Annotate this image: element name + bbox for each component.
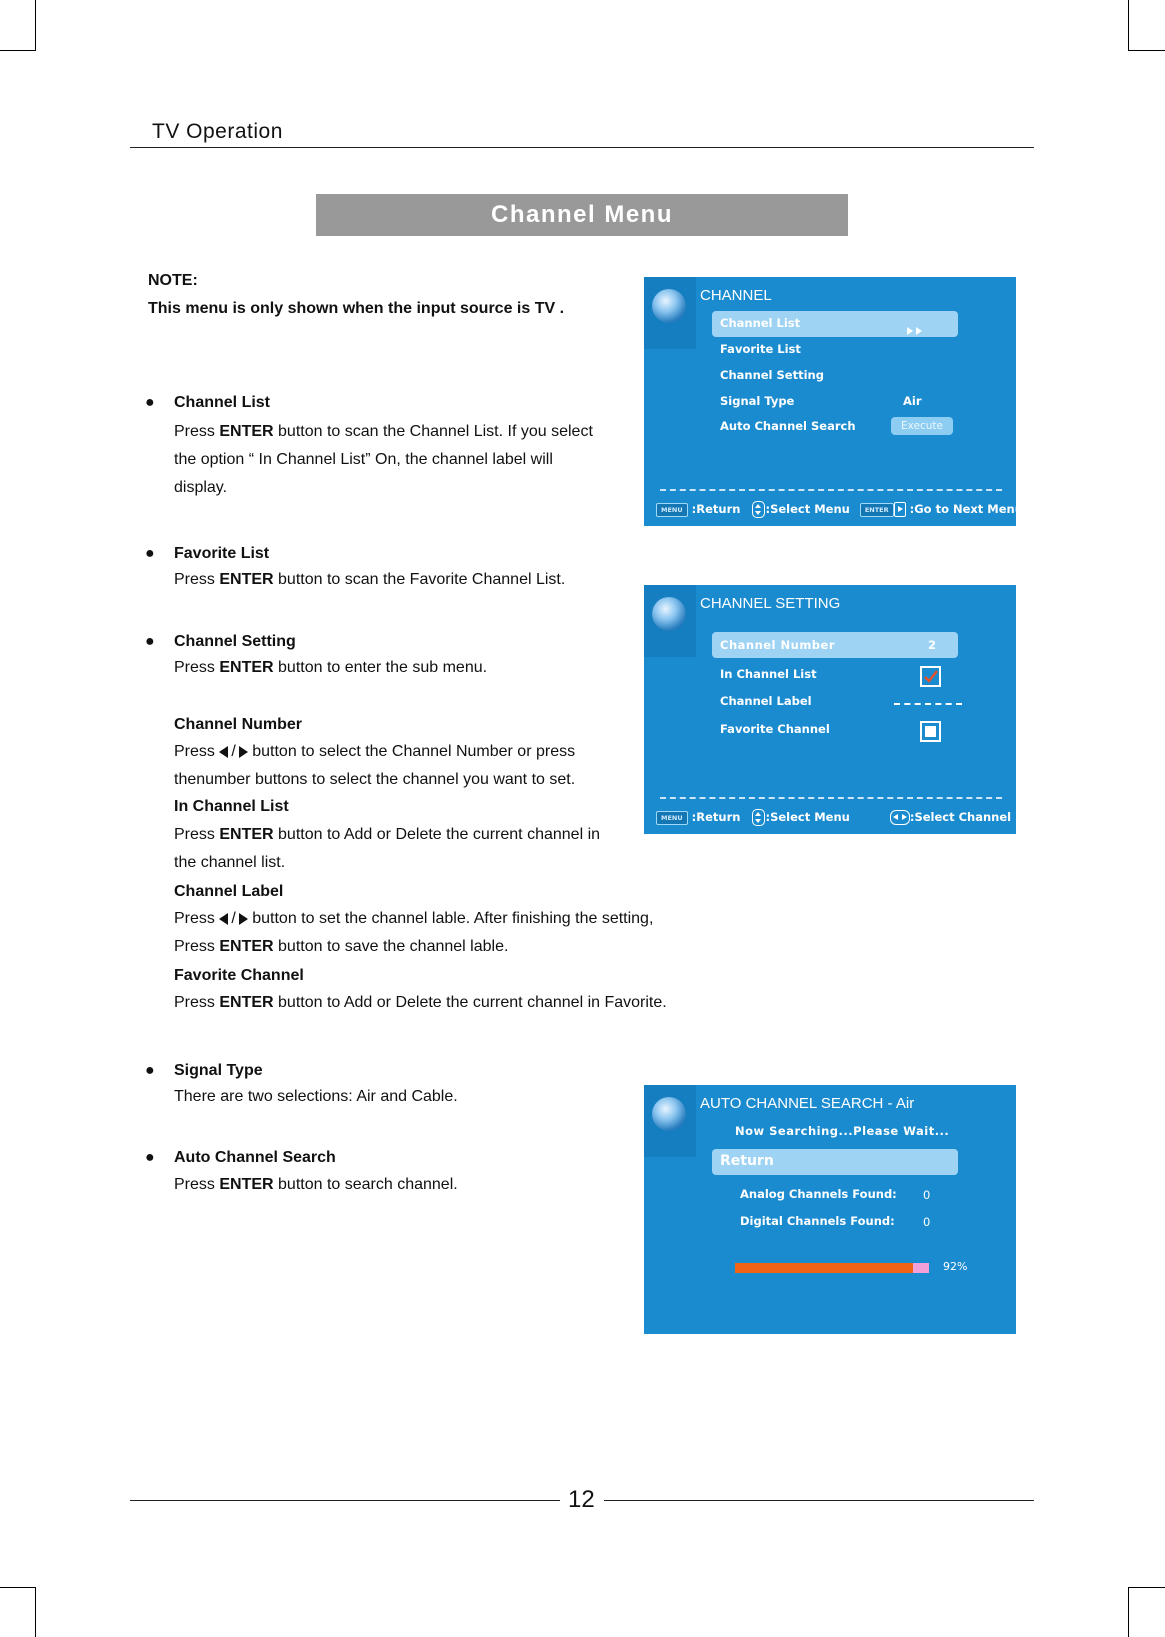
return-button: Return <box>720 1153 774 1169</box>
checked-checkbox-icon <box>920 666 941 687</box>
menu-title: CHANNEL <box>700 287 772 304</box>
analog-value: 0 <box>923 1188 931 1202</box>
menu-divider <box>660 489 1002 491</box>
signal-type-text: There are two selections: Air and Cable. <box>174 1088 458 1105</box>
favorite-channel-title: Favorite Channel <box>174 967 304 984</box>
menu-item-signal-type: Signal Type <box>720 394 795 408</box>
channel-setting-title: Channel Setting <box>174 633 296 650</box>
menu-item-channel-list: Channel List <box>720 316 801 330</box>
crop-mark-bottom-left-h <box>0 1587 36 1588</box>
enter-key-icon: ENTER <box>860 503 894 517</box>
menu-item-channel-setting: Channel Setting <box>720 368 824 382</box>
menu-key-icon: MENU <box>656 503 688 517</box>
footer-rule-right <box>604 1500 1034 1501</box>
channel-label-text: Press / button to set the channel lable. After finishing the setting, Press ENTER button to save the channel lable. <box>174 910 654 955</box>
section-header: TV Operation <box>152 120 283 143</box>
note-text: This menu is only shown when the input source is TV . <box>148 300 565 317</box>
globe-icon <box>644 585 696 657</box>
in-channel-list-title: In Channel List <box>174 798 289 815</box>
search-status: Now Searching...Please Wait... <box>735 1124 950 1138</box>
unchecked-checkbox-icon <box>920 721 941 742</box>
auto-search-menu-screenshot <box>644 1085 1016 1334</box>
menu-item-channel-label: Channel Label <box>720 694 812 708</box>
signal-type-value: Air <box>903 394 922 408</box>
menu-key-icon: MENU <box>656 811 688 825</box>
channel-label-placeholder <box>894 703 962 705</box>
in-channel-list-text: Press ENTER button to Add or Delete the current channel in the channel list. <box>174 826 601 871</box>
crop-mark-top-left-v <box>35 0 36 50</box>
footer-rule-left <box>130 1500 560 1501</box>
page-title-banner: Channel Menu <box>316 194 848 236</box>
auto-channel-search-text: Press ENTER button to search channel. <box>174 1176 458 1193</box>
right-arrow-icon <box>239 746 248 758</box>
progress-bar <box>735 1263 929 1273</box>
menu-footer: MENU :Return :Select Menu ENTER :Go to Next Menu <box>656 501 1023 518</box>
menu-item-auto-channel-search: Auto Channel Search <box>720 419 856 433</box>
page-number: 12 <box>568 1486 595 1513</box>
left-right-icon <box>890 810 910 825</box>
menu-footer: MENU :Return :Select Menu :Select Channel <box>656 809 1011 826</box>
execute-button: Execute <box>891 417 953 435</box>
crop-mark-top-left-h <box>0 50 36 51</box>
channel-setting-text: Press ENTER button to enter the sub menu. <box>174 659 488 676</box>
favorite-list-title: Favorite List <box>174 545 270 562</box>
favorite-channel-text: Press ENTER button to Add or Delete the current channel in Favorite. <box>174 994 667 1011</box>
progress-fill <box>735 1263 913 1273</box>
globe-icon <box>644 277 696 349</box>
menu-item-favorite-channel: Favorite Channel <box>720 722 830 736</box>
favorite-list-text: Press ENTER button to scan the Favorite Channel List. <box>174 571 566 588</box>
double-arrow-icon <box>907 320 922 339</box>
channel-setting-menu-screenshot <box>644 585 1016 834</box>
channel-number-text: Press / button to select the Channel Number or press thenumber buttons to select the channel you want to set. <box>174 743 576 788</box>
channel-label-title: Channel Label <box>174 883 284 900</box>
right-arrow-icon <box>239 913 248 925</box>
bullet-icon: ● <box>145 1062 155 1079</box>
analog-label: Analog Channels Found: <box>740 1187 897 1201</box>
note-heading: NOTE: <box>148 272 198 289</box>
bullet-icon: ● <box>145 633 155 650</box>
digital-value: 0 <box>923 1215 931 1229</box>
globe-icon <box>644 1085 696 1157</box>
header-rule <box>130 147 1034 148</box>
up-down-icon <box>752 809 765 826</box>
menu-item-favorite-list: Favorite List <box>720 342 801 356</box>
bullet-icon: ● <box>145 394 155 411</box>
bullet-icon: ● <box>145 1149 155 1166</box>
crop-mark-bottom-left-v <box>35 1587 36 1637</box>
bullet-icon: ● <box>145 545 155 562</box>
up-down-icon <box>752 501 765 518</box>
digital-label: Digital Channels Found: <box>740 1214 895 1228</box>
crop-mark-top-right-v <box>1128 0 1129 50</box>
channel-list-title: Channel List <box>174 394 271 411</box>
auto-channel-search-title: Auto Channel Search <box>174 1149 336 1166</box>
crop-mark-bottom-right-v <box>1128 1587 1129 1637</box>
signal-type-title: Signal Type <box>174 1062 263 1079</box>
right-arrow-box-icon <box>894 502 906 517</box>
menu-title: AUTO CHANNEL SEARCH - Air <box>700 1095 915 1112</box>
progress-label: 92% <box>943 1260 968 1273</box>
menu-item-in-channel-list: In Channel List <box>720 667 817 681</box>
channel-menu-screenshot <box>644 277 1023 526</box>
menu-item-channel-number: Channel Number <box>720 638 836 652</box>
left-arrow-icon <box>219 746 228 758</box>
crop-mark-top-right-h <box>1128 50 1165 51</box>
channel-number-value: 2 <box>928 638 937 652</box>
menu-divider <box>660 797 1002 799</box>
left-arrow-icon <box>219 913 228 925</box>
menu-title: CHANNEL SETTING <box>700 595 841 612</box>
channel-list-text: Press ENTER button to scan the Channel List. If you select the option “ In Channel List” On, the channel label will display. <box>174 423 593 496</box>
channel-number-title: Channel Number <box>174 716 303 733</box>
crop-mark-bottom-right-h <box>1128 1587 1165 1588</box>
